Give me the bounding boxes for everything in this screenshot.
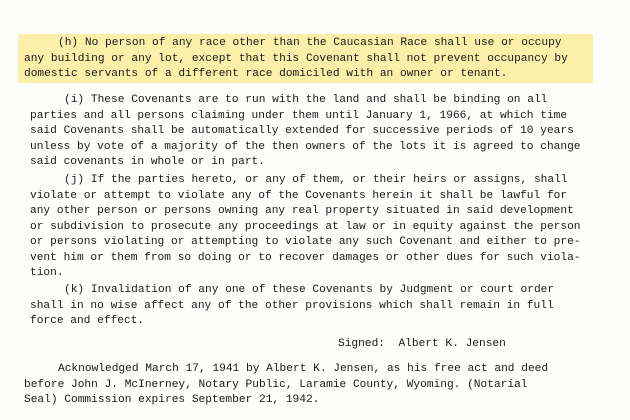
- paragraph-i-line: said Covenants shall be automatically extended for successive periods of 10 years: [30, 125, 574, 137]
- paragraph-k-line: shall in no wise affect any of the other provisions which shall remain in full: [30, 299, 554, 312]
- paragraph-h-line: domestic servants of a different race domiciled with an owner or tenant.: [24, 68, 508, 80]
- paragraph-k-line: (k) Invalidation of any one of these Covenants by Judgment or court order: [64, 284, 555, 296]
- paragraph-j-line: or persons violating or attempting to violate any such Covenant and either to pre-: [30, 236, 581, 248]
- paragraph-i-line: said covenants in whole or in part.: [30, 156, 265, 168]
- paragraph-i-line: (i) These Covenants are to run with the land and shall be binding on all: [64, 94, 548, 106]
- paragraph-i-line: parties and all persons claiming under them until January 1, 1966, at which time: [30, 109, 568, 122]
- paragraph-k: [0, 283, 630, 330]
- paragraph-j-line: vent him or them from so doing or to recover damages or other dues for such viola-: [30, 251, 581, 264]
- acknowledgment-line: before John J. McInerney, Notary Public, Laramie County, Wyoming. (Notarial: [24, 378, 528, 391]
- acknowledgment: [0, 362, 630, 409]
- signature-label: Signed:: [338, 338, 385, 350]
- paragraph-j-line: violate or attempt to violate any of the Covenants herein it shall be lawful for: [30, 189, 568, 202]
- paragraph-j-line: or subdivision to prosecute any proceedings at law or in equity against the person: [30, 220, 581, 233]
- paragraph-i-line: unless by vote of a majority of the then owners of the lots it is agreed to change: [30, 140, 581, 153]
- paragraph-j-line: any other person or persons owning any real property situated in said development: [30, 205, 574, 217]
- signer-name: Albert K. Jensen: [398, 338, 506, 350]
- paragraph-j: [0, 173, 630, 282]
- acknowledgment-line: Acknowledged March 17, 1941 by Albert K. Jensen, as his free act and deed: [58, 363, 549, 375]
- signature-block: [0, 337, 630, 353]
- paragraph-j-line: (j) If the parties hereto, or any of them, or their heirs or assigns, shall: [64, 174, 568, 186]
- signature-line: [0, 337, 630, 353]
- paragraph-j-line: tion.: [30, 267, 64, 279]
- paragraph-h: [0, 36, 630, 83]
- acknowledgment-line: Seal) Commission expires September 21, 1942.: [24, 394, 320, 406]
- paragraph-i: [0, 93, 630, 171]
- paragraph-h-line: (h) No person of any race other than the Caucasian Race shall use or occupy: [58, 37, 562, 49]
- paragraph-h-line: any building or any lot, except that this Covenant shall not prevent occupancy by: [24, 52, 568, 65]
- paragraph-k-line: force and effect.: [30, 315, 145, 327]
